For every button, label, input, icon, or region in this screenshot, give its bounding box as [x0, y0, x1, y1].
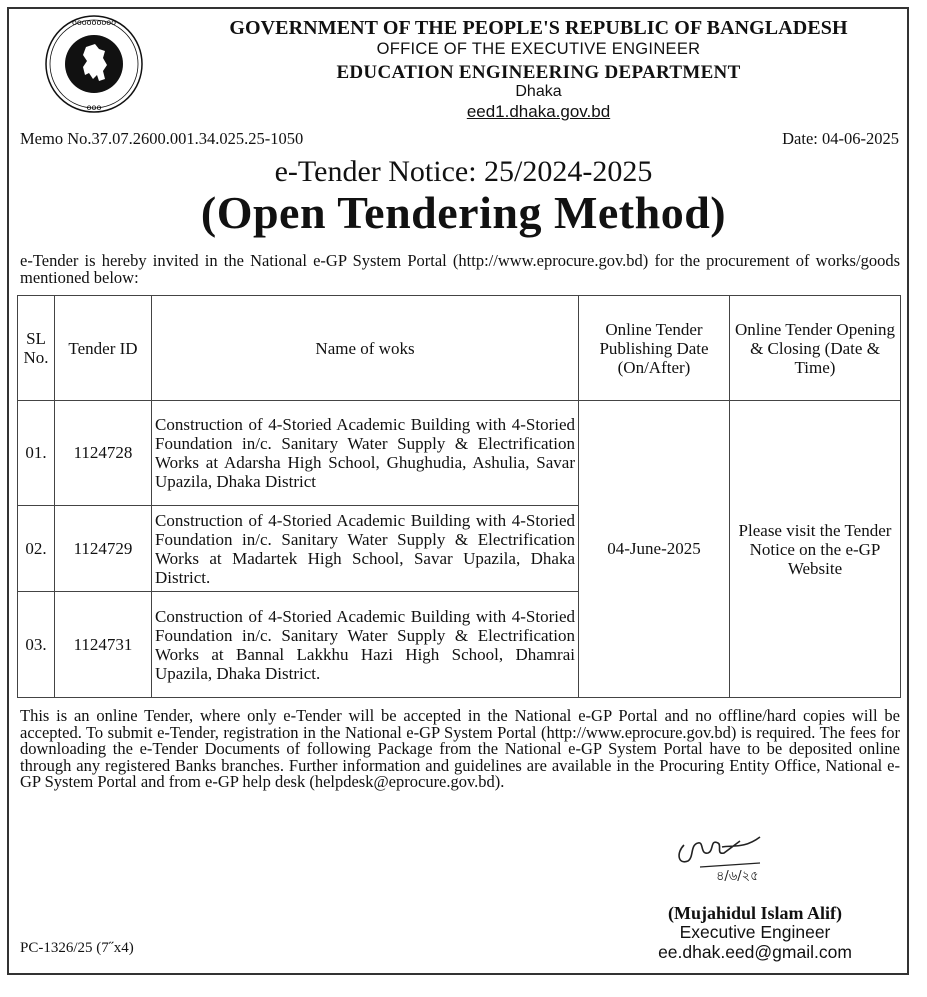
row-work-name: Construction of 4-Storied Academic Building with 4-Storied Foundation in/c. Sanitary Water Supply & Electrification Works at Adarsha High School, Ghughudia, Ashulia, Savar Upazila, Dhaka District	[152, 401, 579, 506]
signature-icon	[670, 825, 790, 885]
header-opening-closing: Online Tender Opening & Closing (Date & Time)	[730, 296, 901, 401]
row-sl: 02.	[18, 506, 55, 592]
pc-code: PC-1326/25 (7˝x4)	[20, 940, 134, 956]
row-sl: 03.	[18, 592, 55, 698]
signer-title: Executive Engineer	[679, 922, 831, 942]
body-paragraph: This is an online Tender, where only e-Tender will be accepted in the National e-GP Portal and no offline/hard copies will be accepted. To submit e-Tender, registration in the National e-GP System Portal (http://www.eprocure.gov.bd) is required. The fees for downloading the e-Tender Documents of following Package from the National e-GP System Portal have to be deposited online through any registered Banks branches. Further information and guidelines are available in the Procuring Entity Office, National e-GP System Portal and from e-GP help desk (helpdesk@eprocure.gov.bd).	[20, 706, 900, 792]
row-work-name: Construction of 4-Storied Academic Building with 4-Storied Foundation in/c. Sanitary Water Supply & Electrification Works at Bannal Lakkhu Hazi High School, Dhamrai Upazila, Dhaka District.	[152, 592, 579, 698]
office-title: OFFICE OF THE EXECUTIVE ENGINEER	[376, 40, 701, 58]
header-name: Name of woks	[152, 296, 579, 401]
row-work-name: Construction of 4-Storied Academic Building with 4-Storied Foundation in/c. Sanitary Water Supply & Electrification Works at Madartek High School, Savar Upazila, Dhaka District.	[152, 506, 579, 592]
intro-paragraph: e-Tender is hereby invited in the National e-GP System Portal (http://www.eprocure.gov.bd) for the procurement of works/goods mentioned below:	[20, 251, 900, 287]
row-sl: 01.	[18, 401, 55, 506]
row-tender-id: 1124729	[55, 506, 152, 592]
table-header-row	[18, 296, 901, 401]
department-title: EDUCATION ENGINEERING DEPARTMENT	[336, 62, 741, 83]
row-tender-id: 1124731	[55, 592, 152, 698]
city: Dhaka	[515, 83, 562, 100]
tendering-method: (Open Tendering Method)	[200, 187, 727, 238]
header-publishing-date: Online Tender Publishing Date (On/After)	[579, 296, 730, 401]
row-tender-id: 1124728	[55, 401, 152, 506]
notice-title: e-Tender Notice: 25/2024-2025	[274, 155, 653, 188]
signer-name: (Mujahidul Islam Alif)	[667, 903, 843, 923]
signer-email[interactable]: ee.dhak.eed@gmail.com	[658, 942, 852, 962]
government-title: GOVERNMENT OF THE PEOPLE'S REPUBLIC OF BANGLADESH	[229, 17, 848, 39]
website-link[interactable]: eed1.dhaka.gov.bd	[466, 102, 611, 121]
header-tender-id: Tender ID	[55, 296, 152, 401]
svg-text:ooooooooo: ooooooooo	[71, 18, 117, 27]
government-seal-icon	[43, 13, 145, 115]
header-sl: SL No.	[18, 296, 55, 401]
memo-number: Memo No.37.07.2600.001.34.025.25-1050	[20, 129, 304, 148]
svg-text:ooo: ooo	[86, 103, 102, 112]
svg-text:৪/৬/২৫: ৪/৬/২৫	[716, 869, 759, 884]
opening-note: Please visit the Tender Notice on the e-GP Website	[730, 401, 901, 698]
publishing-date: 04-June-2025	[579, 401, 730, 698]
tender-table	[17, 295, 901, 698]
notice-date: Date: 04-06-2025	[782, 129, 899, 148]
table-row	[18, 401, 901, 506]
